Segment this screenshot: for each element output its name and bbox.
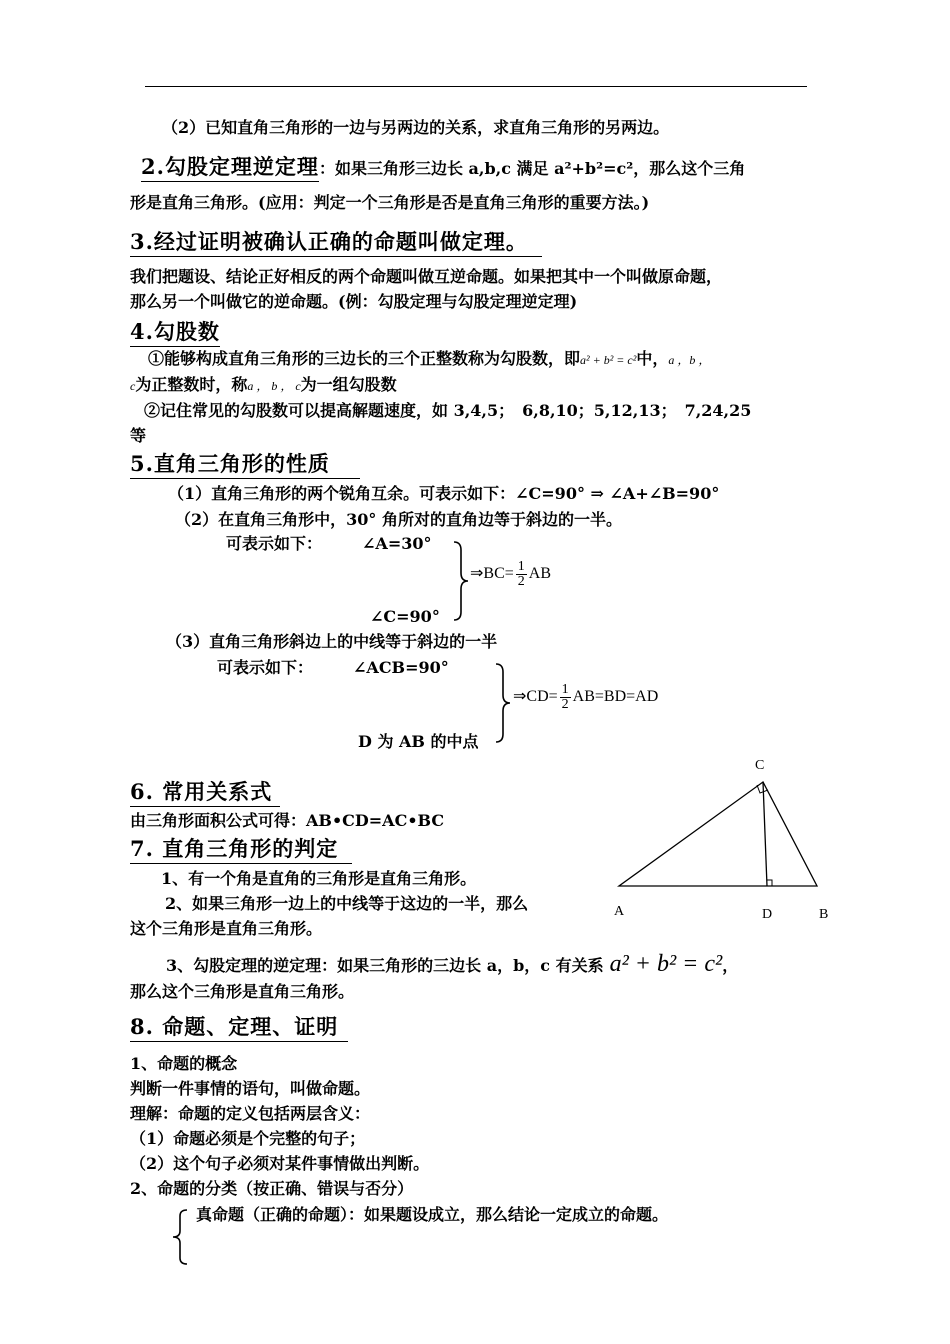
- paragraph: 2、如果三角形一边上的中线等于这边的一半，那么: [165, 894, 529, 913]
- paragraph: （2）已知直角三角形的一边与另两边的关系，求直角三角形的另两边。: [162, 118, 670, 137]
- formula: a²+b²=c²: [554, 159, 634, 178]
- text: 为正整数时，称: [135, 375, 248, 394]
- label: 可表示如下：: [217, 658, 314, 677]
- brace-icon: [170, 1208, 190, 1266]
- text: ，: [722, 956, 739, 975]
- text: ①能够构成直角三角形的三边长的三个正整数称为勾股数，即: [148, 349, 581, 368]
- section-6-heading: 6. 常用关系式: [130, 779, 280, 807]
- triangle-figure: [605, 752, 845, 927]
- paragraph: 等: [130, 426, 147, 445]
- paragraph: （1）直角三角形的两个锐角互余。可表示如下：∠C=90° ⇒ ∠A+∠B=90°: [168, 484, 720, 503]
- brace-icon: [448, 540, 470, 622]
- vertex-label-c: C: [755, 758, 765, 773]
- formula: a² + b² = c²: [580, 353, 637, 367]
- paragraph: 那么另一个叫做它的逆命题。(例：勾股定理与勾股定理逆定理): [130, 292, 578, 311]
- condition: ∠C=90°: [370, 607, 440, 626]
- condition: ∠ACB=90°: [353, 658, 449, 677]
- paragraph: （3）直角三角形斜边上的中线等于斜边的一半: [166, 632, 498, 651]
- section-6: [130, 779, 280, 807]
- section-7-heading: 7. 直角三角形的判定: [130, 836, 352, 864]
- section-2-heading: 2.勾股定理逆定理: [141, 154, 319, 182]
- section-4: [130, 319, 220, 347]
- header-rule: [145, 86, 807, 87]
- section-7: [130, 836, 352, 864]
- section-2: [141, 154, 745, 182]
- paragraph: 我们把题设、结论正好相反的两个命题叫做互逆命题。如果把其中一个叫做原命题，: [130, 267, 723, 286]
- numerator: 1: [561, 682, 569, 697]
- fraction: [560, 683, 571, 712]
- result: [513, 683, 658, 712]
- result: [470, 560, 551, 589]
- section-4-heading: 4.勾股数: [130, 319, 220, 347]
- fraction: [516, 560, 527, 589]
- section-2-text: ：如果三角形三边长 a,b,c 满足: [318, 159, 555, 178]
- result-text: ⇒BC=: [470, 565, 514, 583]
- paragraph: 1、有一个角是直角的三角形是直角三角形。: [161, 869, 477, 888]
- section-2-text: ，那么这个三角: [633, 159, 746, 178]
- paragraph: 真命题（正确的命题）：如果题设成立，那么结论一定成立的命题。: [196, 1205, 669, 1224]
- paragraph: （2）在直角三角形中，30° 角所对的直角边等于斜边的一半。: [175, 510, 622, 529]
- condition: ∠A=30°: [362, 534, 432, 553]
- paragraph: 理解：命题的定义包括两层含义：: [130, 1104, 371, 1123]
- variables: a ，b ，: [668, 353, 711, 367]
- variable: c: [130, 379, 136, 393]
- right-angle-mark: [767, 880, 772, 886]
- result-text: AB: [528, 565, 552, 583]
- vertex-label-d: D: [762, 907, 773, 922]
- paragraph: 1、命题的概念: [130, 1054, 238, 1073]
- condition: D 为 AB 的中点: [358, 732, 479, 751]
- label: 可表示如下：: [226, 534, 323, 553]
- section-5-heading: 5.直角三角形的性质: [130, 451, 360, 479]
- section-3: [130, 229, 542, 257]
- vertex-label-a: A: [614, 904, 625, 919]
- paragraph: 那么这个三角形是直角三角形。: [130, 982, 355, 1001]
- formula: a² + b² = c²: [609, 951, 723, 977]
- paragraph: 由三角形面积公式可得：AB•CD=AC•BC: [130, 811, 445, 830]
- triangle-shape: [619, 782, 817, 886]
- vertex-label-b: B: [819, 907, 829, 922]
- denominator: 2: [517, 574, 525, 589]
- paragraph: （2）这个句子必须对某件事情做出判断。: [130, 1154, 430, 1173]
- section-5: [130, 451, 360, 479]
- section-3-heading: 3.经过证明被确认正确的命题叫做定理。: [130, 229, 542, 257]
- result-text: AB=BD=AD: [572, 688, 659, 706]
- brace-icon: [490, 662, 512, 744]
- paragraph: 判断一件事情的语句，叫做命题。: [130, 1079, 371, 1098]
- denominator: 2: [561, 697, 569, 712]
- paragraph: （1）命题必须是个完整的句子；: [130, 1129, 366, 1148]
- text: 3、勾股定理的逆定理：如果三角形的三边长 a，b，c 有关系: [166, 956, 604, 975]
- numerator: 1: [517, 559, 525, 574]
- altitude-line: [763, 782, 767, 886]
- paragraph: [130, 374, 397, 397]
- paragraph: [166, 953, 738, 977]
- section-8-heading: 8. 命题、定理、证明: [130, 1014, 348, 1042]
- text: 为一组勾股数: [300, 375, 397, 394]
- paragraph: [148, 348, 710, 371]
- text: 中，: [636, 349, 669, 368]
- result-text: ⇒CD=: [513, 688, 558, 706]
- paragraph: 2、命题的分类（按正确、错误与否分）: [130, 1179, 414, 1198]
- section-8: [130, 1014, 348, 1042]
- paragraph: 这个三角形是直角三角形。: [130, 919, 323, 938]
- variables: a ， b ， c: [247, 379, 301, 393]
- paragraph: 形是直角三角形。(应用：判定一个三角形是否是直角三角形的重要方法。): [130, 193, 650, 212]
- paragraph: ②记住常见的勾股数可以提高解题速度，如 3,4,5； 6,8,10；5,12,13； 7,24,25: [144, 401, 752, 420]
